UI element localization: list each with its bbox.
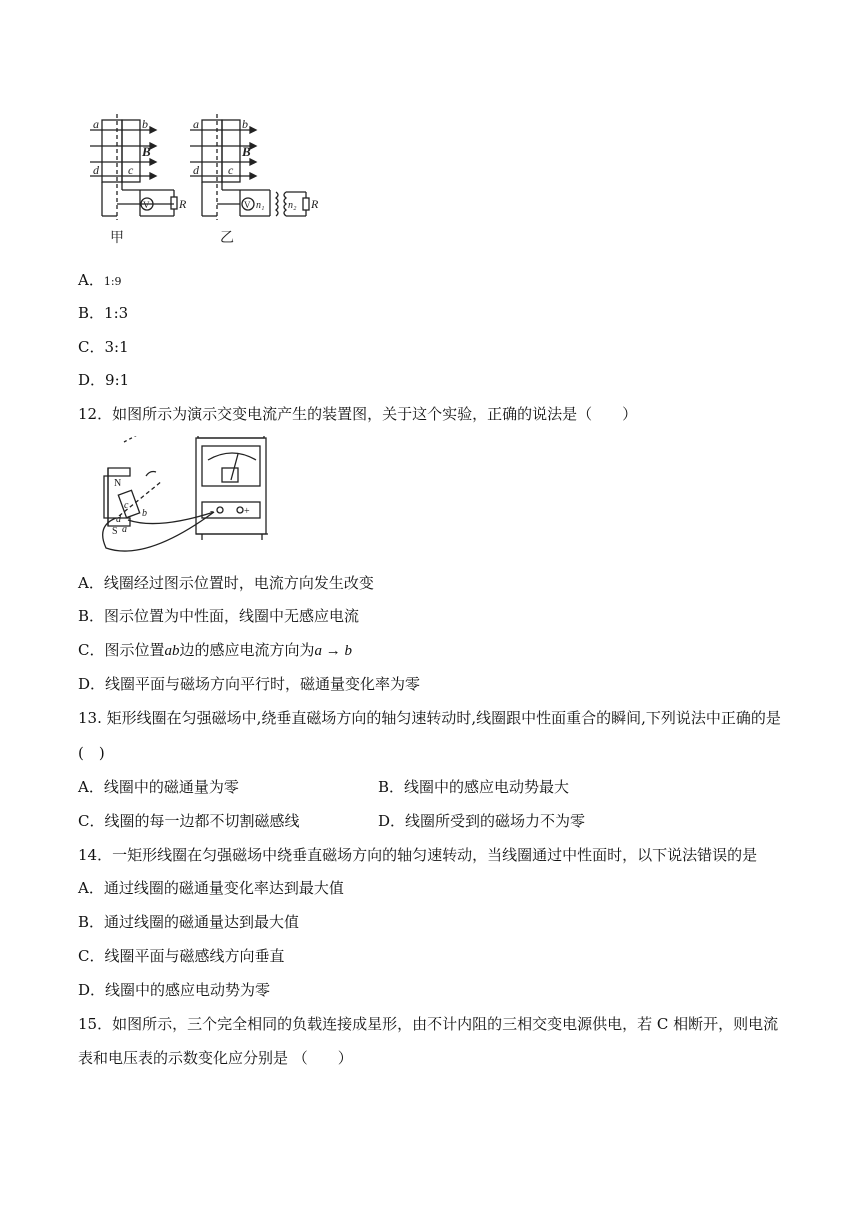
label-b-yi: b xyxy=(242,117,248,131)
label-b-jia: b xyxy=(142,117,148,131)
q14-option-a[interactable]: A．通过线圈的磁通量变化率达到最大值 xyxy=(78,879,344,897)
q14-option-d[interactable]: D．线圈中的感应电动势为零 xyxy=(78,981,271,999)
label-a-yi: a xyxy=(193,117,199,131)
q15-stem-line2: 表和电压表的示数变化应分别是 （ ） xyxy=(78,1049,353,1067)
q13-option-d[interactable]: D．线圈所受到的磁场力不为零 xyxy=(378,812,586,830)
caption-yi: 乙 xyxy=(220,231,234,246)
label-n2: n₂ xyxy=(288,200,297,211)
q12-stem: 12．如图所示为演示交变电流产生的装置图，关于这个实验，正确的说法是（ ） xyxy=(78,405,638,423)
label-c12: c xyxy=(124,500,129,511)
q11-option-c[interactable]: C．3:1 xyxy=(78,338,129,356)
label-a12: a xyxy=(122,524,127,535)
q12-option-b[interactable]: B．图示位置为中性面，线圈中无感应电流 xyxy=(78,607,360,625)
q11-option-a[interactable]: A．1:9 xyxy=(78,271,122,289)
label-R-yi: R xyxy=(311,197,319,211)
label-n1: n₁ xyxy=(256,200,265,211)
label-c-jia: c xyxy=(128,163,134,177)
q11-option-b[interactable]: B．1:3 xyxy=(78,304,129,322)
label-V-jia: V xyxy=(143,200,150,210)
q12-option-a[interactable]: A．线圈经过图示位置时，电流方向发生改变 xyxy=(78,574,374,592)
q14-option-c[interactable]: C．线圈平面与磁感线方向垂直 xyxy=(78,947,285,965)
q13-option-c[interactable]: C．线圈的每一边都不切割磁感线 xyxy=(78,812,300,830)
label-B-yi: B xyxy=(242,144,251,159)
label-d-yi: d xyxy=(193,163,199,177)
caption-jia: 甲 xyxy=(110,231,124,246)
label-plus: + xyxy=(244,506,250,517)
q13-option-b[interactable]: B．线圈中的感应电动势最大 xyxy=(378,778,570,796)
label-d-jia: d xyxy=(93,163,99,177)
label-c-yi: c xyxy=(228,163,234,177)
label-a-jia: a xyxy=(93,117,99,131)
q13-stem-line2: ( ) xyxy=(78,744,105,762)
label-b12: b xyxy=(142,508,147,519)
q15-stem-line1: 15．如图所示，三个完全相同的负载连接成星形，由不计内阻的三相交变电源供电，若 C 相断开，则电流 xyxy=(78,1015,779,1033)
label-V-yi: V xyxy=(244,200,251,210)
label-B-jia: B xyxy=(142,144,151,159)
label-N: N xyxy=(114,478,122,489)
q12-option-c[interactable]: C．图示位置ab边的感应电流方向为a → b xyxy=(78,641,353,659)
label-R-jia: R xyxy=(179,197,187,211)
label-d12: d xyxy=(116,514,121,525)
q12-option-d[interactable]: D．线圈平面与磁场方向平行时，磁通量变化率为零 xyxy=(78,675,421,693)
q12-figure xyxy=(94,436,294,566)
q14-option-b[interactable]: B．通过线圈的磁通量达到最大值 xyxy=(78,913,300,931)
q11-option-d[interactable]: D．9:1 xyxy=(78,371,130,389)
q13-stem-line1: 13. 矩形线圈在匀强磁场中,绕垂直磁场方向的轴匀速转动时,线圈跟中性面重合的瞬间,下列说法中正确的是 xyxy=(78,709,781,727)
q13-option-a[interactable]: A．线圈中的磁通量为零 xyxy=(78,778,239,796)
label-S: S xyxy=(112,526,118,537)
label-minus: - xyxy=(210,506,214,517)
q11-figure xyxy=(80,112,340,252)
q14-stem: 14．一矩形线圈在匀强磁场中绕垂直磁场方向的轴匀速转动，当线圈通过中性面时，以下说法错误的是 xyxy=(78,846,758,864)
